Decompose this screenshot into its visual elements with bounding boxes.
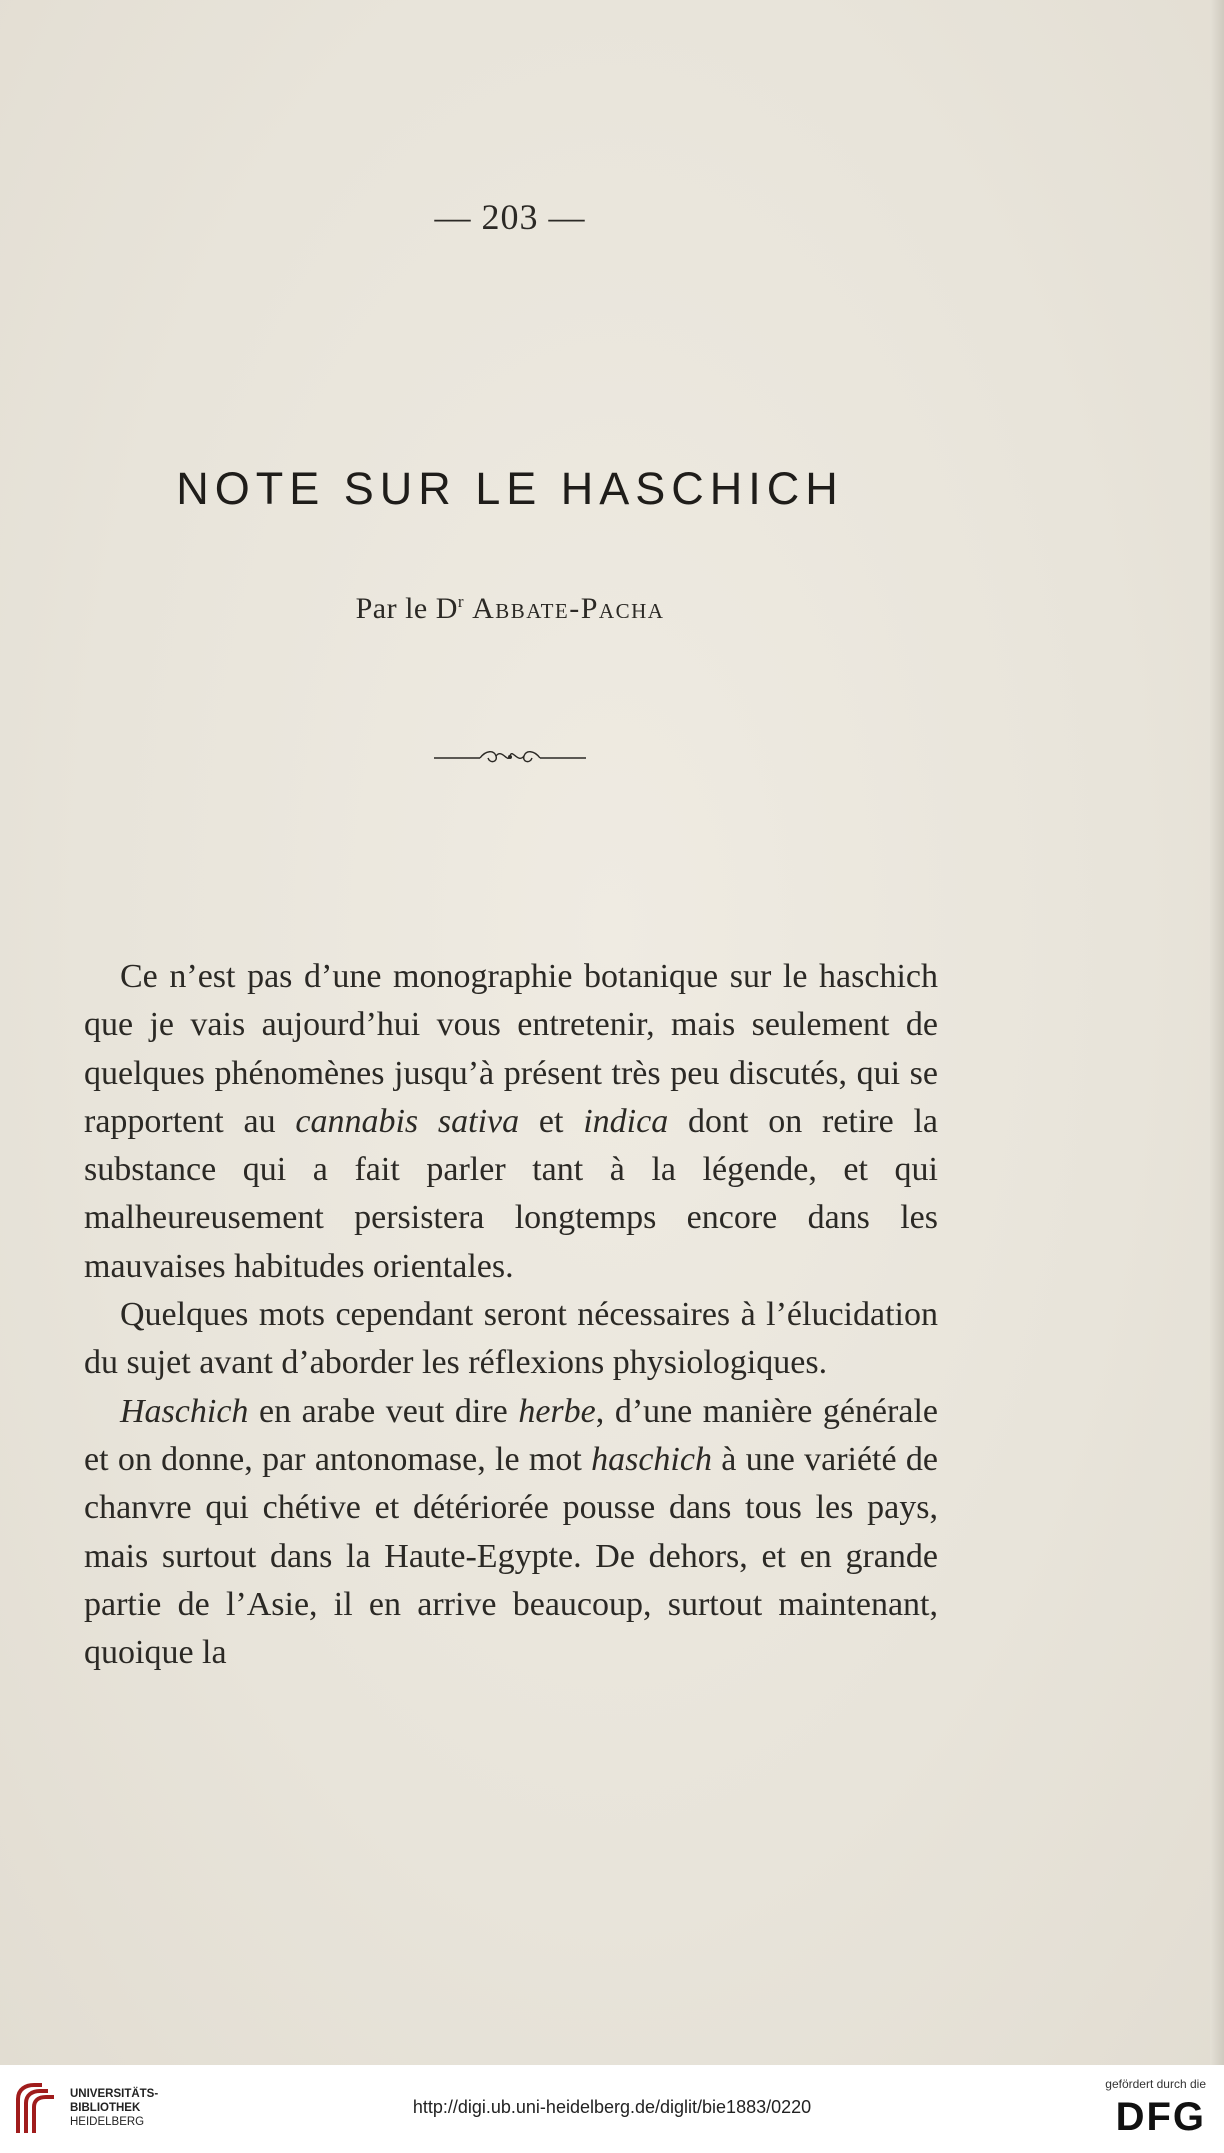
- paragraph-run: dont on retire la substance qui a fait parler tant à la légende, et qui malheureusement persistera longtemps encore dans les mauvaises habitudes orientales.: [84, 1102, 939, 1285]
- italic-term: herbe: [518, 1392, 596, 1430]
- paragraph-1: [84, 953, 938, 1291]
- byline-author: Abbate-Pacha: [472, 592, 665, 625]
- dfg-logo: DFG: [1115, 2095, 1206, 2139]
- byline: [0, 592, 1020, 626]
- body-text: [84, 953, 938, 1677]
- byline-title-superscript: r: [457, 592, 465, 611]
- paragraph-3: [84, 1388, 938, 1678]
- paragraph-run: à une variété de chanvre qui chétive et détériorée pousse dans tous les pays, mais surtout dans la Haute-Egypte. De dehors, et en grande partie de l’Asie, il en arrive beaucoup, surtout maintenant, quoique la: [84, 1440, 939, 1672]
- digitization-footer: [0, 2065, 1224, 2153]
- italic-term: Haschich: [120, 1392, 249, 1430]
- italic-term: haschich: [591, 1440, 712, 1478]
- paragraph-run: Quelques mots cependant seront nécessaires à l’élucidation du sujet avant d’aborder les réflexions physiologiques.: [84, 1296, 938, 1382]
- funding-credit: [1105, 2077, 1206, 2139]
- italic-term: cannabis sativa: [295, 1102, 520, 1140]
- fleuron-ornament-icon: [432, 744, 588, 770]
- italic-term: indica: [583, 1102, 669, 1140]
- page-number: — 203 —: [434, 197, 586, 237]
- paragraph-run: et: [519, 1102, 584, 1140]
- library-name-line-2: BIBLIOTHEK: [70, 2102, 141, 2114]
- byline-prefix: Par le D: [355, 592, 458, 625]
- paragraph-run: Ce n’est pas d’une monographie botanique sur le haschich que je vais aujourd’hui vous entretenir, mais seulement de quelques phénomènes jusqu’à présent très peu discutés, qui se rapportent au: [84, 958, 938, 1140]
- permalink-url[interactable]: http://digi.ub.uni-heidelberg.de/diglit/bie1883/0220: [412, 2097, 812, 2117]
- paragraph-run: , d’une manière générale et on donne, par antonomase, le mot: [84, 1392, 938, 1478]
- library-name-line-1: UNIVERSITÄTS-: [70, 2088, 159, 2100]
- article-title: NOTE SUR LE HASCHICH: [176, 463, 844, 515]
- funding-label: gefördert durch die: [1105, 2077, 1206, 2091]
- library-name-line-3: HEIDELBERG: [70, 2116, 145, 2128]
- page-edge-shadow: [1210, 0, 1224, 2065]
- paragraph-2: [84, 1291, 938, 1388]
- paragraph-run: en arabe veut dire: [248, 1392, 519, 1430]
